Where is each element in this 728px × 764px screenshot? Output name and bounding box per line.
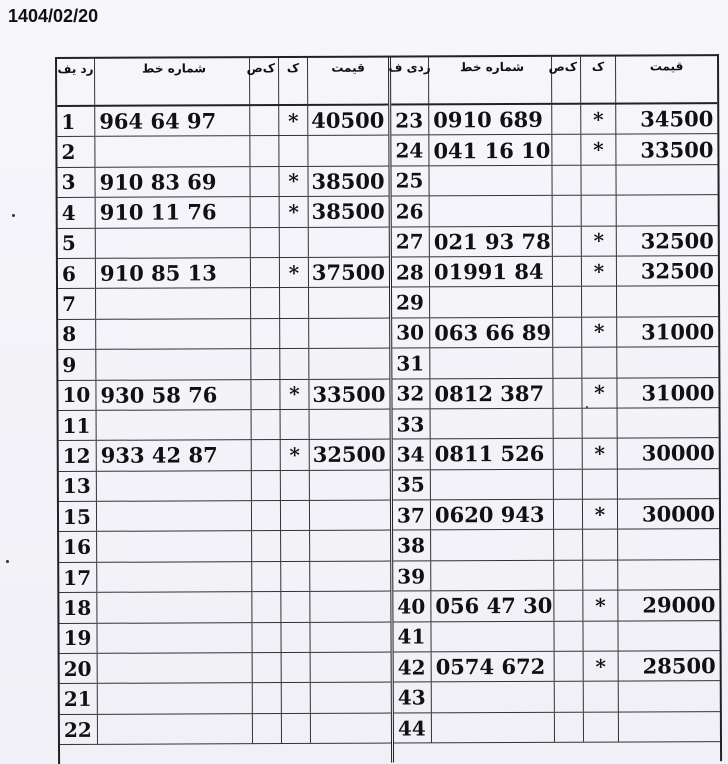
- star-mark: [581, 165, 616, 195]
- price: [310, 409, 390, 439]
- row-number: 12: [59, 441, 97, 471]
- line-number: [97, 592, 252, 622]
- line-number: [431, 470, 554, 500]
- line-number: 930 58 76: [96, 380, 251, 410]
- k-s-mark: [553, 378, 582, 408]
- price: [618, 469, 719, 499]
- table-header-right: [388, 56, 717, 105]
- table-row: [394, 682, 720, 714]
- table-row: [58, 318, 389, 350]
- row-number: 4: [58, 198, 96, 228]
- header-k-col: ک: [279, 58, 308, 104]
- header-k: ک: [564, 59, 578, 74]
- star-mark: [279, 136, 308, 166]
- line-number: [432, 682, 555, 712]
- table-left-half: [57, 58, 394, 764]
- row-number: 43: [394, 683, 432, 713]
- table-row: [392, 286, 718, 318]
- price: [618, 408, 719, 438]
- k-s-mark: [554, 591, 583, 621]
- line-number: [431, 530, 554, 560]
- line-number: [97, 410, 252, 440]
- row-number: 33: [393, 409, 431, 439]
- k-s-mark: [250, 167, 279, 197]
- table-row: [60, 653, 391, 685]
- price: [619, 712, 720, 742]
- star-mark: *: [581, 105, 616, 135]
- table-row: [394, 712, 720, 744]
- line-number: 041 16 10: [429, 135, 552, 165]
- price: [618, 621, 719, 651]
- price: 32500: [640, 258, 714, 284]
- price: [311, 653, 391, 683]
- price: 28500: [642, 653, 716, 679]
- star-mark: *: [281, 440, 310, 470]
- line-number: 910 83 69: [95, 167, 250, 197]
- row-number: 22: [60, 715, 98, 745]
- star-mark: *: [581, 135, 616, 165]
- price: 30000: [641, 501, 716, 527]
- price: 37500: [311, 259, 385, 286]
- star-mark: [282, 683, 311, 713]
- k-s-mark: [253, 714, 282, 744]
- line-number: [98, 653, 253, 683]
- table-row: [59, 531, 390, 563]
- star-mark: [281, 531, 310, 561]
- star-mark: [280, 227, 309, 257]
- k-s-mark: [252, 440, 281, 470]
- table-right-half: [388, 56, 720, 762]
- k-s-mark: [253, 683, 282, 713]
- star-mark: [282, 714, 311, 744]
- star-mark: [582, 196, 617, 226]
- price: [311, 683, 391, 713]
- price: [617, 286, 718, 316]
- table-header-left: [57, 58, 388, 107]
- k-s-mark: [250, 136, 279, 166]
- line-number: [98, 714, 253, 744]
- row-number: 31: [392, 348, 430, 378]
- star-mark: [280, 288, 309, 318]
- price: [618, 530, 719, 560]
- star-mark: [281, 501, 310, 531]
- row-number: 37: [393, 500, 431, 530]
- row-number: 28: [392, 257, 430, 287]
- row-number: 38: [393, 531, 431, 561]
- line-number: 01991 84: [430, 257, 553, 287]
- row-number: 41: [393, 622, 431, 652]
- price: [310, 561, 390, 591]
- table-row: [392, 378, 718, 410]
- k-s-mark: [554, 469, 583, 499]
- star-mark: [584, 682, 619, 712]
- star-mark: *: [582, 378, 617, 408]
- table-row: [393, 530, 719, 562]
- header-row-number: ردی ف: [391, 57, 429, 103]
- star-mark: *: [583, 591, 618, 621]
- row-number: 21: [60, 684, 98, 714]
- line-number: [97, 623, 252, 653]
- price: [617, 195, 718, 225]
- price: 31000: [641, 379, 715, 406]
- header-k: ک: [262, 61, 276, 76]
- row-number: 11: [59, 411, 97, 441]
- header-price: قیمت: [331, 60, 365, 75]
- k-s-mark: [553, 226, 582, 256]
- k-s-mark: [252, 531, 281, 561]
- row-number: 7: [58, 289, 96, 319]
- line-number: 021 93 78: [430, 226, 553, 256]
- table-body-left: [57, 106, 391, 746]
- star-mark: [583, 621, 618, 651]
- k-s-mark: [251, 197, 280, 227]
- line-number: 056 47 30: [431, 591, 554, 621]
- k-s-mark: [251, 349, 280, 379]
- price: [311, 713, 391, 743]
- star-mark: [281, 471, 310, 501]
- line-number: [96, 349, 251, 379]
- row-number: 23: [391, 105, 429, 135]
- header-k-s: [246, 58, 279, 104]
- paper-speck: [12, 214, 15, 217]
- table-row: [58, 257, 389, 289]
- k-s-mark: [552, 135, 581, 165]
- table-row: [393, 560, 719, 592]
- table-row: [59, 561, 390, 593]
- paper-speck: [6, 560, 9, 563]
- row-number: 44: [394, 713, 432, 743]
- line-number: [95, 137, 250, 167]
- price: 30000: [641, 440, 715, 466]
- price: [309, 318, 389, 348]
- table-body-right: [391, 104, 720, 744]
- row-number: 6: [58, 259, 96, 289]
- k-s-mark: [251, 228, 280, 258]
- k-s-mark: [252, 592, 281, 622]
- row-number: 18: [59, 593, 97, 623]
- document-date: 1404/02/20: [8, 6, 99, 26]
- price: 29000: [642, 592, 716, 618]
- table-row: [59, 501, 390, 533]
- row-number: 40: [393, 592, 431, 622]
- header-k-s: [548, 57, 581, 103]
- k-s-mark: [553, 196, 582, 226]
- k-s-mark: [554, 500, 583, 530]
- row-number: 19: [59, 623, 97, 653]
- row-number: 15: [59, 502, 97, 532]
- line-number: [97, 562, 252, 592]
- table-row: [393, 408, 719, 440]
- star-mark: [583, 408, 618, 438]
- k-s-mark: [554, 439, 583, 469]
- price: [309, 349, 389, 379]
- line-number: 0811 526: [431, 439, 554, 469]
- table-row: [393, 499, 719, 531]
- line-number: 0910 689: [429, 105, 552, 135]
- table-row: [391, 165, 717, 197]
- table-row: [393, 438, 719, 470]
- k-s-mark: [552, 165, 581, 195]
- header-row-number: رد یف: [57, 59, 95, 105]
- star-mark: [583, 530, 618, 560]
- table-row: [392, 226, 718, 258]
- line-number: 0620 943: [431, 500, 554, 530]
- star-mark: [281, 623, 310, 653]
- line-number: [431, 621, 554, 651]
- header-s: ص: [246, 61, 263, 76]
- row-number: 8: [58, 320, 96, 350]
- table-row: [392, 317, 718, 349]
- table-row: [58, 349, 389, 381]
- row-number: 1: [57, 107, 95, 137]
- star-mark: [281, 410, 310, 440]
- line-number: [96, 319, 251, 349]
- table-row: [60, 683, 391, 715]
- k-s-mark: [555, 682, 584, 712]
- k-s-mark: [554, 621, 583, 651]
- k-s-mark: [250, 106, 279, 136]
- table-row: [59, 470, 390, 502]
- price: [308, 136, 388, 166]
- star-mark: [584, 712, 619, 742]
- table-row: [59, 622, 390, 654]
- price: 34500: [640, 106, 714, 132]
- price: 32500: [640, 227, 714, 254]
- row-number: 10: [58, 380, 96, 410]
- row-number: 42: [394, 652, 432, 682]
- row-number: 9: [58, 350, 96, 380]
- star-mark: *: [279, 167, 308, 197]
- line-number: 964 64 97: [95, 106, 250, 136]
- price: [310, 592, 390, 622]
- table-row: [392, 256, 718, 288]
- line-number: [429, 166, 552, 196]
- line-number: 933 42 87: [97, 440, 252, 470]
- line-number: [96, 288, 251, 318]
- line-number: [98, 684, 253, 714]
- table-row: [394, 651, 720, 683]
- k-s-mark: [553, 348, 582, 378]
- row-number: 35: [393, 470, 431, 500]
- k-s-mark: [251, 258, 280, 288]
- star-mark: *: [583, 500, 618, 530]
- table-row: [58, 288, 389, 320]
- row-number: 32: [392, 379, 430, 409]
- k-s-mark: [252, 501, 281, 531]
- line-number: [432, 713, 555, 743]
- table-row: [393, 469, 719, 501]
- row-number: 17: [59, 563, 97, 593]
- table-row: [58, 379, 389, 411]
- k-s-mark: [252, 410, 281, 440]
- line-number: [430, 196, 553, 226]
- price: [309, 227, 389, 257]
- table-row: [392, 347, 718, 379]
- table-row: [58, 197, 389, 229]
- price-table: [55, 54, 722, 764]
- star-mark: *: [280, 197, 309, 227]
- table-row: [391, 135, 717, 167]
- price: [310, 501, 390, 531]
- star-mark: [281, 562, 310, 592]
- k-s-mark: [251, 319, 280, 349]
- k-s-mark: [253, 653, 282, 683]
- row-number: 26: [392, 197, 430, 227]
- table-row: [392, 195, 718, 227]
- price: 31000: [641, 319, 715, 345]
- star-mark: [582, 287, 617, 317]
- price: [310, 622, 390, 652]
- line-number: [430, 287, 553, 317]
- table-row: [59, 440, 390, 472]
- line-number: [97, 471, 252, 501]
- table-row: [60, 713, 391, 745]
- header-line-number: شماره خط: [95, 58, 250, 105]
- star-mark: *: [583, 439, 618, 469]
- header-price: قیمت: [649, 59, 684, 74]
- line-number: [97, 532, 252, 562]
- price: [309, 288, 389, 318]
- row-number: 24: [391, 136, 429, 166]
- star-mark: [281, 592, 310, 622]
- star-mark: [583, 560, 618, 590]
- table-row: [393, 590, 719, 622]
- price: [310, 470, 390, 500]
- line-number: 910 85 13: [96, 258, 251, 288]
- k-s-mark: [554, 530, 583, 560]
- row-number: 2: [57, 137, 95, 167]
- table-row: [59, 592, 390, 624]
- star-mark: *: [584, 652, 619, 682]
- star-mark: *: [280, 379, 309, 409]
- star-mark: [583, 469, 618, 499]
- line-number: 063 66 89: [430, 318, 553, 348]
- row-number: 16: [59, 532, 97, 562]
- row-number: 29: [392, 288, 430, 318]
- row-number: 39: [393, 561, 431, 591]
- star-mark: *: [582, 317, 617, 347]
- k-s-mark: [554, 561, 583, 591]
- table-row: [393, 621, 719, 653]
- k-s-mark: [553, 317, 582, 347]
- header-k-col: ک: [581, 57, 616, 103]
- line-number: [430, 348, 553, 378]
- row-number: 3: [57, 168, 95, 198]
- row-number: 13: [59, 472, 97, 502]
- table-row: [391, 104, 717, 136]
- star-mark: [582, 348, 617, 378]
- star-mark: [280, 349, 309, 379]
- line-number: 0574 672: [432, 652, 555, 682]
- row-number: 30: [392, 318, 430, 348]
- price: [618, 560, 719, 590]
- line-number: 910 11 76: [96, 197, 251, 227]
- k-s-mark: [251, 288, 280, 318]
- line-number: [97, 501, 252, 531]
- star-mark: *: [582, 226, 617, 256]
- star-mark: *: [279, 106, 308, 136]
- row-number: 20: [60, 654, 98, 684]
- star-mark: [280, 319, 309, 349]
- price: [310, 531, 390, 561]
- line-number: [431, 409, 554, 439]
- star-mark: *: [280, 258, 309, 288]
- k-s-mark: [252, 623, 281, 653]
- line-number: [431, 561, 554, 591]
- k-s-mark: [552, 105, 581, 135]
- price: 33500: [312, 381, 386, 407]
- k-s-mark: [553, 257, 582, 287]
- k-s-mark: [554, 409, 583, 439]
- k-s-mark: [555, 713, 584, 743]
- table-row: [57, 106, 388, 138]
- line-number: [96, 228, 251, 258]
- row-number: 34: [393, 440, 431, 470]
- price: 33500: [640, 136, 714, 163]
- price: [619, 682, 720, 712]
- paper-speck: [586, 406, 588, 408]
- price: 32500: [312, 442, 386, 468]
- header-line-number: شماره خط: [429, 57, 552, 104]
- table-row: [57, 166, 388, 198]
- table-row: [57, 136, 388, 168]
- k-s-mark: [252, 562, 281, 592]
- k-s-mark: [252, 471, 281, 501]
- k-s-mark: [555, 652, 584, 682]
- table-row: [58, 227, 389, 259]
- star-mark: [282, 653, 311, 683]
- line-number: 0812 387: [430, 378, 553, 408]
- price: 38500: [311, 168, 385, 194]
- price: 38500: [311, 198, 385, 225]
- star-mark: *: [582, 257, 617, 287]
- price: [617, 347, 718, 377]
- row-number: 5: [58, 228, 96, 258]
- table-row: [59, 409, 390, 441]
- k-s-mark: [251, 380, 280, 410]
- k-s-mark: [553, 287, 582, 317]
- price: [616, 165, 717, 195]
- row-number: 25: [391, 166, 429, 196]
- header-s: ص: [548, 59, 565, 74]
- price: 40500: [311, 107, 385, 134]
- row-number: 27: [392, 227, 430, 257]
